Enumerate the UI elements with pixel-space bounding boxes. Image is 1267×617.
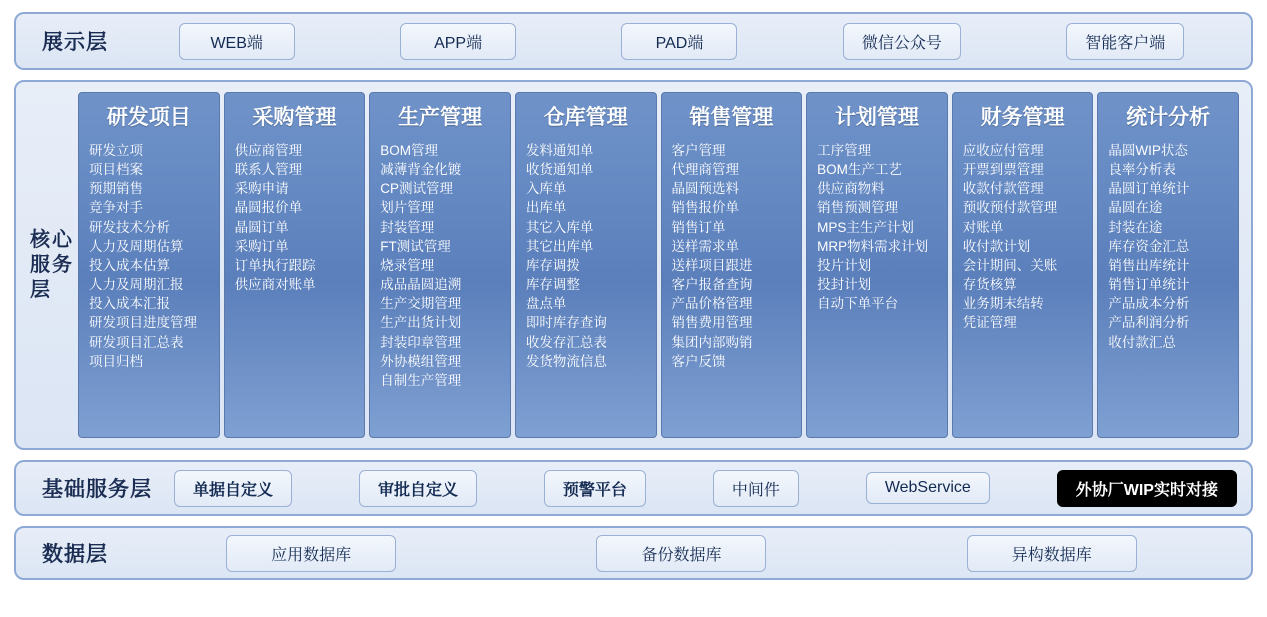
list-item: 库存调拨 bbox=[525, 257, 580, 273]
data-item-backup-db[interactable]: 备份数据库 bbox=[596, 535, 766, 572]
basic-service-layer bbox=[14, 460, 1253, 516]
basic-item-outsourced-wip[interactable]: 外协厂WIP实时对接 bbox=[1057, 470, 1237, 507]
list-item: 采购订单 bbox=[234, 238, 289, 254]
presentation-item-smart-client[interactable]: 智能客户端 bbox=[1066, 23, 1184, 60]
list-item: 减薄背金化镀 bbox=[380, 162, 462, 178]
list-item: BOM管理 bbox=[380, 143, 439, 158]
core-column-title: 仓库管理 bbox=[543, 106, 628, 129]
core-column-title: 统计分析 bbox=[1126, 106, 1211, 129]
list-item: 销售费用管理 bbox=[671, 315, 753, 331]
list-item: 应收应付管理 bbox=[962, 143, 1044, 158]
list-item: BOM生产工艺 bbox=[817, 162, 902, 178]
list-item: 销售出库统计 bbox=[1108, 257, 1190, 273]
list-item: 开票到票管理 bbox=[962, 162, 1044, 178]
list-item: 生产交期管理 bbox=[380, 296, 462, 312]
list-item: 晶圆订单统计 bbox=[1108, 181, 1190, 197]
list-item: 人力及周期汇报 bbox=[89, 277, 184, 293]
list-item: 客户管理 bbox=[671, 143, 726, 158]
list-item: 发料通知单 bbox=[525, 143, 594, 158]
list-item: 收款付款管理 bbox=[962, 181, 1044, 197]
list-item: 投片计划 bbox=[817, 257, 872, 273]
list-item: 收付款计划 bbox=[962, 238, 1031, 254]
list-item: 入库单 bbox=[525, 181, 567, 197]
list-item: 库存调整 bbox=[525, 277, 580, 293]
list-item: 预收预付款管理 bbox=[962, 200, 1058, 216]
core-column-title: 销售管理 bbox=[689, 106, 774, 129]
list-item: 封装印章管理 bbox=[380, 334, 462, 350]
list-item: 外协模组管理 bbox=[380, 353, 462, 369]
list-item: 发货物流信息 bbox=[525, 353, 607, 369]
list-item: 收发存汇总表 bbox=[525, 334, 607, 350]
data-layer bbox=[14, 526, 1253, 580]
list-item: 晶圆WIP状态 bbox=[1108, 143, 1188, 158]
list-item: 项目档案 bbox=[89, 162, 143, 178]
basic-service-layer-items bbox=[170, 470, 1251, 507]
list-item: 自动下单平台 bbox=[817, 296, 899, 312]
list-item: FT测试管理 bbox=[380, 238, 451, 254]
presentation-item-wechat[interactable]: 微信公众号 bbox=[843, 23, 961, 60]
core-column-title: 计划管理 bbox=[834, 106, 919, 129]
list-item: 会计期间、关账 bbox=[962, 257, 1058, 273]
core-column-statistics[interactable] bbox=[1097, 92, 1239, 438]
list-item: 采购申请 bbox=[234, 181, 289, 197]
list-item: 生产出货计划 bbox=[380, 315, 462, 331]
list-item: 良率分析表 bbox=[1108, 162, 1176, 178]
list-item: 研发项目汇总表 bbox=[89, 334, 184, 350]
core-column-list bbox=[813, 141, 941, 313]
list-item: 客户报备查询 bbox=[671, 277, 753, 293]
list-item: 送样项目跟进 bbox=[671, 257, 753, 273]
list-item: 划片管理 bbox=[380, 200, 435, 216]
list-item: 研发技术分析 bbox=[89, 219, 170, 235]
core-column-list bbox=[85, 141, 213, 371]
list-item: 项目归档 bbox=[89, 353, 143, 369]
list-item: 研发项目进度管理 bbox=[89, 315, 197, 331]
list-item: 预期销售 bbox=[89, 181, 143, 197]
list-item: 送样需求单 bbox=[671, 238, 739, 254]
list-item: 其它入库单 bbox=[525, 219, 594, 235]
list-item: 晶圆报价单 bbox=[234, 200, 303, 216]
data-item-app-db[interactable]: 应用数据库 bbox=[226, 535, 396, 572]
list-item: 投封计划 bbox=[817, 277, 872, 293]
list-item: 销售报价单 bbox=[671, 200, 739, 216]
list-item: 对账单 bbox=[962, 219, 1004, 235]
list-item: 人力及周期估算 bbox=[89, 238, 184, 254]
list-item: 竞争对手 bbox=[89, 200, 143, 216]
list-item: MRP物料需求计划 bbox=[817, 238, 929, 254]
data-layer-title: 数据层 bbox=[42, 543, 108, 566]
list-item: 库存资金汇总 bbox=[1108, 238, 1190, 254]
list-item: 销售订单 bbox=[671, 219, 726, 235]
core-column-list bbox=[376, 141, 504, 390]
core-service-columns bbox=[78, 92, 1239, 438]
core-column-purchase[interactable] bbox=[224, 92, 366, 438]
data-item-heterogeneous-db[interactable]: 异构数据库 bbox=[967, 535, 1137, 572]
core-service-layer-title: 核心服务层 bbox=[30, 228, 74, 301]
list-item: 集团内部购销 bbox=[671, 334, 753, 350]
list-item: 收货通知单 bbox=[525, 162, 594, 178]
core-column-sales[interactable] bbox=[661, 92, 803, 438]
core-column-finance[interactable] bbox=[952, 92, 1094, 438]
list-item: 出库单 bbox=[525, 200, 567, 216]
basic-item-middleware[interactable]: 中间件 bbox=[713, 470, 799, 507]
list-item: 凭证管理 bbox=[962, 315, 1017, 331]
core-column-list bbox=[959, 141, 1087, 333]
basic-service-layer-title: 基础服务层 bbox=[42, 478, 152, 501]
list-item: 供应商对账单 bbox=[234, 277, 316, 293]
list-item: 封装在途 bbox=[1108, 219, 1163, 235]
list-item: 业务期末结转 bbox=[962, 296, 1044, 312]
core-column-list bbox=[231, 141, 359, 294]
core-service-layer bbox=[14, 80, 1253, 450]
core-column-title: 生产管理 bbox=[398, 106, 483, 129]
list-item: 供应商管理 bbox=[234, 143, 303, 158]
list-item: 产品利润分析 bbox=[1108, 315, 1190, 331]
basic-item-webservice[interactable]: WebService bbox=[866, 472, 990, 504]
data-layer-items bbox=[126, 535, 1251, 572]
list-item: 销售订单统计 bbox=[1108, 277, 1190, 293]
core-column-production[interactable] bbox=[369, 92, 511, 438]
list-item: 其它出库单 bbox=[525, 238, 594, 254]
list-item: 盘点单 bbox=[525, 296, 567, 312]
core-column-warehouse[interactable] bbox=[515, 92, 657, 438]
list-item: 即时库存查询 bbox=[525, 315, 607, 331]
core-column-list bbox=[522, 141, 650, 371]
presentation-layer-items bbox=[126, 23, 1251, 60]
list-item: 研发立项 bbox=[89, 143, 143, 158]
core-column-title: 财务管理 bbox=[980, 106, 1065, 129]
list-item: 产品价格管理 bbox=[671, 296, 753, 312]
list-item: 客户反馈 bbox=[671, 353, 726, 369]
core-column-list bbox=[1104, 141, 1232, 352]
basic-item-alert-platform[interactable]: 预警平台 bbox=[544, 470, 646, 507]
list-item: 订单执行跟踪 bbox=[234, 257, 316, 273]
core-column-list bbox=[668, 141, 796, 371]
basic-item-approval-custom[interactable]: 审批自定义 bbox=[359, 470, 477, 507]
list-item: 供应商物料 bbox=[817, 181, 885, 197]
presentation-layer bbox=[14, 12, 1253, 70]
list-item: CP测试管理 bbox=[380, 181, 454, 197]
list-item: 联系人管理 bbox=[234, 162, 303, 178]
list-item: 成品晶圆追溯 bbox=[380, 277, 462, 293]
list-item: 晶圆预选料 bbox=[671, 181, 739, 197]
list-item: 烧录管理 bbox=[380, 257, 435, 273]
list-item: 封装管理 bbox=[380, 219, 435, 235]
core-column-title: 研发项目 bbox=[106, 106, 191, 129]
list-item: MPS主生产计划 bbox=[817, 219, 914, 235]
list-item: 销售预测管理 bbox=[817, 200, 899, 216]
basic-item-doc-custom[interactable]: 单据自定义 bbox=[174, 470, 292, 507]
list-item: 自制生产管理 bbox=[380, 372, 462, 388]
list-item: 晶圆在途 bbox=[1108, 200, 1163, 216]
core-column-title: 采购管理 bbox=[252, 106, 337, 129]
list-item: 投入成本汇报 bbox=[89, 296, 170, 312]
core-column-planning[interactable] bbox=[806, 92, 948, 438]
list-item: 产品成本分析 bbox=[1108, 296, 1190, 312]
list-item: 晶圆订单 bbox=[234, 219, 289, 235]
presentation-item-pad[interactable]: PAD端 bbox=[621, 23, 737, 60]
list-item: 代理商管理 bbox=[671, 162, 739, 178]
list-item: 投入成本估算 bbox=[89, 257, 170, 273]
presentation-item-app[interactable]: APP端 bbox=[400, 23, 516, 60]
core-column-rd-project[interactable] bbox=[78, 92, 220, 438]
list-item: 工序管理 bbox=[817, 143, 872, 158]
presentation-item-web[interactable]: WEB端 bbox=[179, 23, 295, 60]
list-item: 收付款汇总 bbox=[1108, 334, 1176, 350]
list-item: 存货核算 bbox=[962, 277, 1017, 293]
presentation-layer-title: 展示层 bbox=[42, 31, 108, 54]
